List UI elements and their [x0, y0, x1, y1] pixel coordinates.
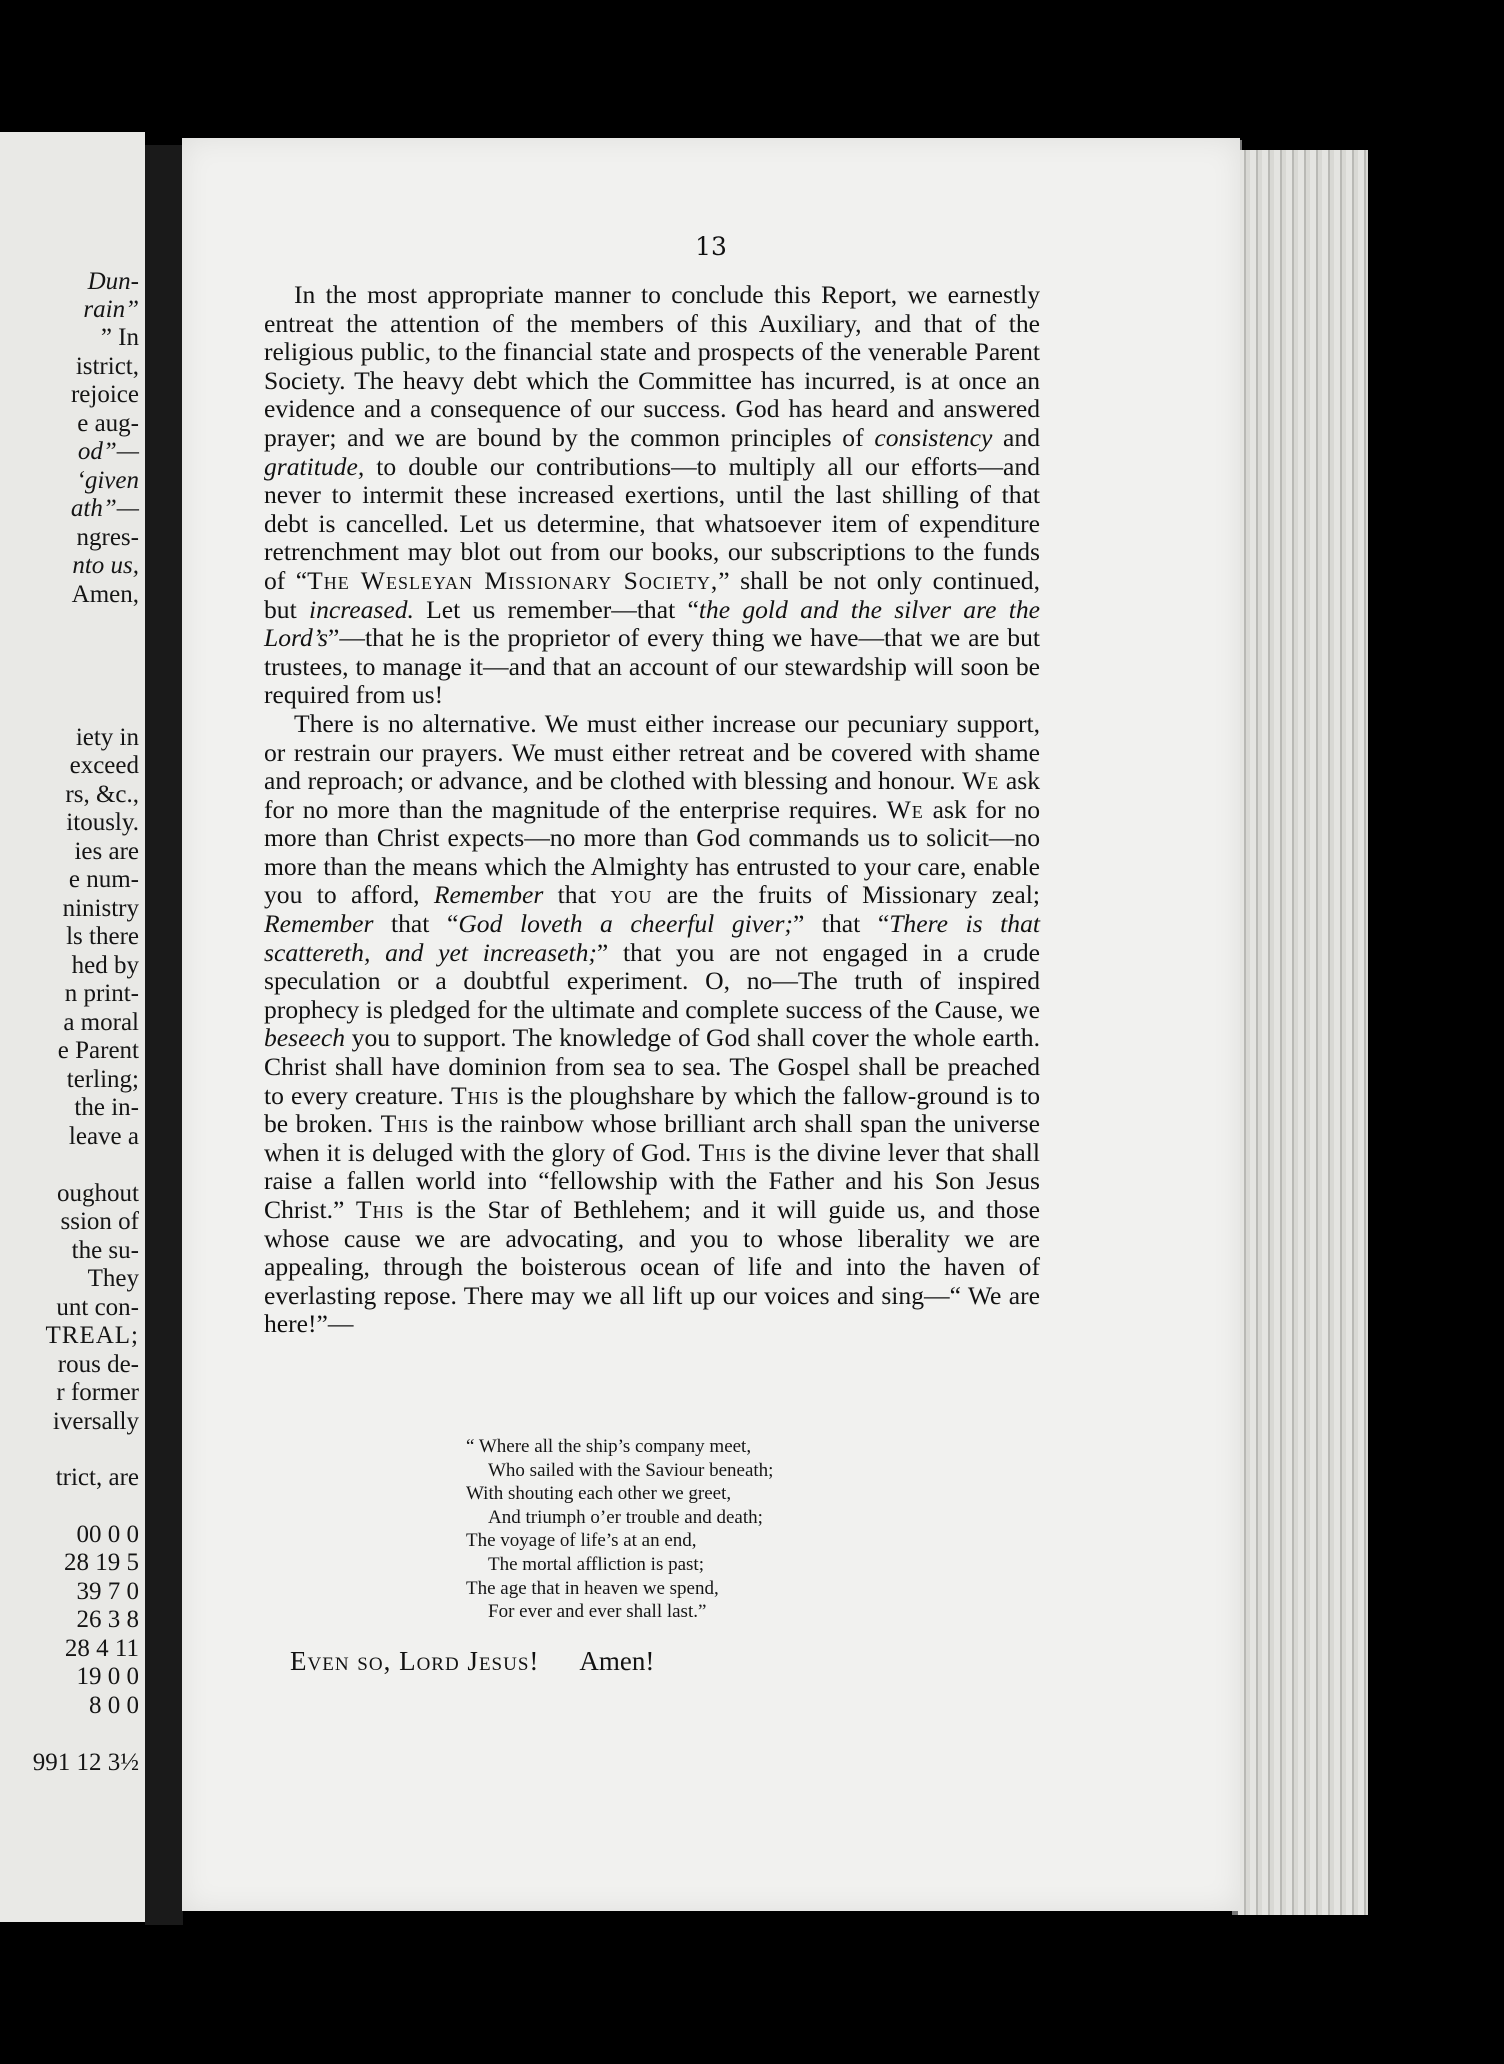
left-page-fragment: ath”—	[70, 495, 139, 522]
left-page-fragment: ninistry	[62, 895, 139, 922]
italic-run: There is that scattereth, and yet increaseth;	[264, 909, 1040, 967]
left-page-fragment: They	[87, 1265, 139, 1292]
italic-run: consistency	[874, 422, 993, 452]
left-page-fragment: a moral	[63, 1009, 139, 1036]
italic-run: beseech	[264, 1023, 345, 1053]
left-page-fragment: n print-	[64, 980, 139, 1007]
left-page-fragment: e Parent	[57, 1037, 139, 1064]
left-page-fragment: istrict,	[75, 353, 139, 380]
small-caps-run: This	[380, 1109, 430, 1139]
italic-run: Remember	[264, 909, 374, 939]
report-body	[264, 281, 1040, 1339]
text-run: Let us remember—that “	[413, 594, 699, 624]
left-page-fragment: ‘given	[76, 467, 139, 494]
left-page-fragment: rs, &c.,	[65, 781, 139, 808]
left-page-fragment: 19 0 0	[76, 1663, 139, 1690]
left-page-fragment: ngres-	[76, 524, 139, 551]
left-page-fragment: od”—	[77, 438, 139, 465]
left-page-fragment: Amen,	[71, 581, 139, 608]
poem-line: The voyage of life’s at an end,	[466, 1530, 697, 1552]
left-page-fragment: e num-	[68, 866, 139, 893]
closing-amen: Amen!	[579, 1646, 655, 1676]
text-run: you to support. The knowledge of God shall cover the whole earth. Christ shall have dominion from sea to sea. The Gospel shall be preached to every creature.	[264, 1023, 1040, 1110]
text-run: is the ploughshare by which the fallow-ground is to be broken.	[264, 1080, 1040, 1139]
italic-run: increased.	[308, 594, 414, 624]
text-run: that “	[373, 909, 459, 939]
left-page-fragment: 26 3 8	[76, 1606, 139, 1633]
left-page-fragment: rous de-	[57, 1351, 139, 1378]
left-page-fragment: leave a	[68, 1123, 139, 1150]
poem-line: And triumph o’er trouble and death;	[488, 1506, 763, 1528]
poem-line: For ever and ever shall last.”	[488, 1601, 707, 1623]
poem-line: The age that in heaven we spend,	[466, 1577, 719, 1599]
hymn-verse	[466, 1435, 773, 1624]
poem-line: With shouting each other we greet,	[466, 1483, 732, 1505]
left-page-fragment: trict, are	[55, 1464, 139, 1491]
small-caps-run: This	[698, 1137, 748, 1167]
small-caps-run: We	[886, 794, 924, 824]
society-name: The Wesleyan Missionary Society,	[307, 565, 719, 595]
text-run: ask for no more than the magnitude of the enterprise requires.	[264, 766, 1041, 824]
italic-run: God loveth a cheerful giver;	[458, 909, 793, 939]
left-page-fragment: rain”	[83, 296, 139, 323]
left-page-fragment: TREAL;	[45, 1322, 139, 1349]
text-run: are the fruits of Missionary zeal;	[652, 880, 1040, 910]
left-page-fragment: ls there	[66, 923, 139, 950]
text-run: and	[992, 422, 1040, 452]
page-number: 13	[695, 232, 727, 261]
text-run: to double our contributions—to multiply all our efforts—and never to intermit these increased exertions, until the last shilling of that debt is cancelled. Let us determine, that whatsoever item of expenditure retrenchment may blot out from our books, our subscriptions to the funds of “	[264, 451, 1040, 595]
small-caps-run: This	[355, 1195, 405, 1224]
paragraph-1	[264, 281, 1040, 710]
left-page-fragment: 28 4 11	[64, 1635, 139, 1662]
closing-line	[290, 1646, 654, 1677]
left-page-fragment: e aug-	[77, 410, 139, 437]
left-facing-page	[0, 132, 145, 1922]
left-page-fragment: itously.	[66, 809, 139, 836]
left-page-fragment: oughout	[57, 1180, 139, 1207]
text-run: ” that you are not engaged in a crude speculation or a doubtful experiment. O, no—The truth of inspired prophecy is pledged for the ultimate and complete success of the Cause, we	[264, 937, 1040, 1024]
poem-line: “ Where all the ship’s company meet,	[466, 1436, 752, 1457]
left-page-fragment: iety in	[75, 724, 139, 751]
italic-run: gratitude,	[264, 451, 365, 481]
text-run: is the Star of Bethlehem; and it will guide us, and those whose cause we are advocating, and you to whose liberality we are appealing, through the boisterous ocean of life and into the haven of everlasting repose. There may we all lift up our voices and sing—“ We are here!”—	[264, 1195, 1040, 1339]
page-edges	[1238, 150, 1368, 1915]
left-page-fragment: the in-	[74, 1094, 139, 1121]
text-run: ”—that he is the proprietor of every thing we have—that we are but trustees, to manage it—and that an account of our stewardship will soon be required from us!	[264, 623, 1040, 710]
text-run: ” shall be not only continued, but	[264, 565, 1040, 624]
text-run: is the rainbow whose brilliant arch shall span the universe when it is deluged with the glory of God.	[264, 1109, 1040, 1167]
left-page-fragment: iversally	[52, 1408, 139, 1435]
poem-line: Who sailed with the Saviour beneath;	[488, 1459, 774, 1481]
italic-run: the gold and the silver are the Lord’s	[264, 594, 1040, 653]
small-caps-run: We	[962, 766, 1000, 796]
left-page-fragment: ies are	[74, 838, 139, 865]
text-run: is the divine lever that shall raise a fallen world into “fellowship with the Father and his Son Jesus Christ.”	[264, 1137, 1040, 1224]
italic-run: Remember	[433, 880, 544, 910]
main-page	[182, 138, 1240, 1911]
left-page-fragment: the su-	[71, 1237, 139, 1264]
left-page-fragment: ” In	[100, 324, 139, 351]
left-page-fragment: exceed	[69, 752, 139, 779]
text-run: ” that “	[792, 909, 890, 939]
left-page-fragment: Dun-	[87, 268, 139, 295]
text-run: There is no alternative. We must either increase our pecuniary support, or restrain our prayers. We must either retreat and be covered with shame and reproach; or advance, and be clothed with blessing and honour.	[264, 708, 1040, 796]
left-page-fragment: 991 12 3½	[32, 1749, 139, 1776]
paragraph-2	[264, 710, 1040, 1339]
left-page-fragment: 8 0 0	[89, 1692, 139, 1719]
text-run: ask for no more than Christ expects—no more than God commands us to solicit—no more than the means which the Almighty has entrusted to your care, enable you to afford,	[264, 794, 1040, 910]
text-run: that	[543, 880, 611, 910]
closing-text: Even so, Lord Jesus!	[290, 1646, 540, 1676]
left-page-fragment: terling;	[66, 1066, 139, 1093]
text-run: In the most appropriate manner to conclude this Report, we earnestly entreat the attention of the members of this Auxiliary, and that of the religious public, to the financial state and prospects of the venerable Parent Society. The heavy debt which the Committee has incurred, is at once an evidence and a consequence of our success. God has heard and answered prayer; and we are bound by the common principles of	[264, 280, 1040, 452]
poem-line: The mortal affliction is past;	[488, 1553, 704, 1575]
left-page-fragment: 28 19 5	[64, 1549, 139, 1576]
left-page-fragment: 39 7 0	[76, 1578, 139, 1605]
left-page-fragment: unt con-	[56, 1294, 139, 1321]
left-page-fragment: r former	[56, 1379, 139, 1406]
left-page-fragment: nto us,	[72, 552, 139, 579]
small-caps-run: you	[610, 880, 653, 910]
small-caps-run: This	[450, 1080, 500, 1110]
left-page-fragment: ssion of	[60, 1208, 139, 1235]
left-page-fragment: rejoice	[70, 381, 139, 408]
left-page-fragment: hed by	[71, 952, 139, 979]
book-gutter	[145, 145, 183, 1925]
left-page-fragment: 00 0 0	[76, 1521, 139, 1548]
